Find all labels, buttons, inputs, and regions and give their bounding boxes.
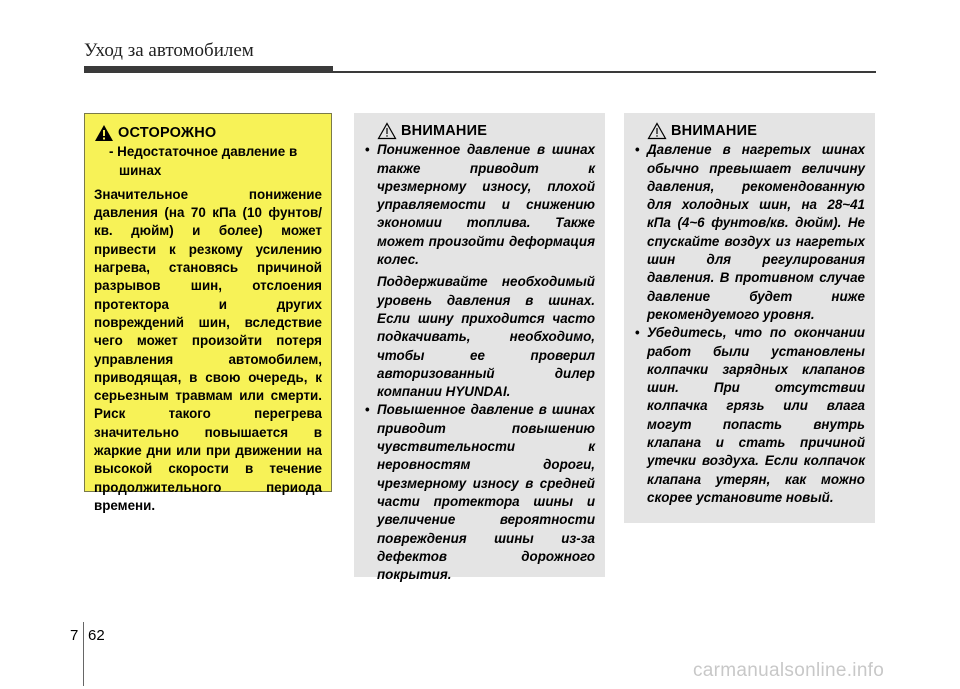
header-rule-thick: [84, 66, 333, 73]
chapter-number: 7: [70, 627, 79, 644]
notice-2-bullet-2-text: • Убедитесь, что по окончании работ были установлены колпачки зарядных клапанов шин. При отсутствии колпачка грязь или влага могут попасть внутрь клапана и стать причиной утечки воздуха. Если колпачок клапана утерян, как можно скорее установите новый.: [647, 325, 865, 505]
list-item: [365, 141, 595, 401]
caution-triangle-outline-icon: [377, 122, 397, 140]
caution-subtitle: - Недостаточное давление в шинах: [109, 144, 298, 178]
notice-1-header: [365, 122, 595, 140]
notice-1-bullet-1-text2: Поддерживайте необходимый уровень давления в шинах. Если шину приходится часто подкачивать, необходимо, чтобы ее проверил авторизованный дилер компании HYUNDAI.: [377, 274, 595, 400]
caution-box: [84, 113, 332, 513]
notice-1-list: [365, 141, 595, 584]
watermark: carmanualsonline.info: [693, 660, 885, 681]
header-rule-thin: [333, 71, 876, 73]
caution-title: ОСТОРОЖНО: [118, 125, 217, 141]
page-number-divider: [83, 622, 84, 686]
warning-triangle-icon: [94, 124, 114, 142]
list-item: [635, 324, 865, 507]
notice-2-bullet-1-text: • Давление в нагретых шинах обычно превышает величину давления, рекомендованную для холодных шин, на 28~41 кПа (4~6 фунтов/кв. дюйм). Не спускайте воздух из нагретых шин для регулирования давления. В противном случае давление будет ниже рекомендуемого уровня.: [647, 142, 865, 322]
notice-2-list: [635, 141, 865, 507]
notice-1-bullet-2-text: • Повышенное давление в шинах приводит повышению чувствительности к неровностям дороги, чрезмерному износу в средней части протектора шины и увеличение вероятности повреждения шины из-за дефектов дорожного покрытия.: [377, 402, 595, 583]
page-header-title: Уход за автомобилем: [84, 40, 254, 61]
notice-2-header: [635, 122, 865, 140]
page-number: 62: [88, 627, 105, 644]
notice-1-bullet-1-text: • Пониженное давление в шинах также приводит к чрезмерному износу, плохой управляемости и снижению экономии топлива. Также может произойти деформация колес.: [377, 142, 595, 268]
notice-1-title: ВНИМАНИЕ: [401, 123, 488, 139]
caution-triangle-outline-icon: [647, 122, 667, 140]
caution-header: [94, 124, 322, 142]
notice-box-2: [624, 113, 875, 523]
list-item: [635, 141, 865, 324]
notice-box-1: [354, 113, 605, 583]
notice-2-title: ВНИМАНИЕ: [671, 123, 758, 139]
caution-text: Значительное понижение давления (на 70 кПа (10 фунтов/кв. дюйм) и более) может привести к резкому усилению нагрева, становясь причиной разрывов шин, отслоения протектора и других повреждений шин, вследствие чего может произойти потеря управления автомобилем, приводящая, в свою очередь, к серьезным травмам или смерти. Риск такого перегрева значительно повышается в жаркие дни или при движении на высокой скорости в течение продолжительного периода времени.: [94, 186, 322, 513]
list-item: [365, 401, 595, 584]
